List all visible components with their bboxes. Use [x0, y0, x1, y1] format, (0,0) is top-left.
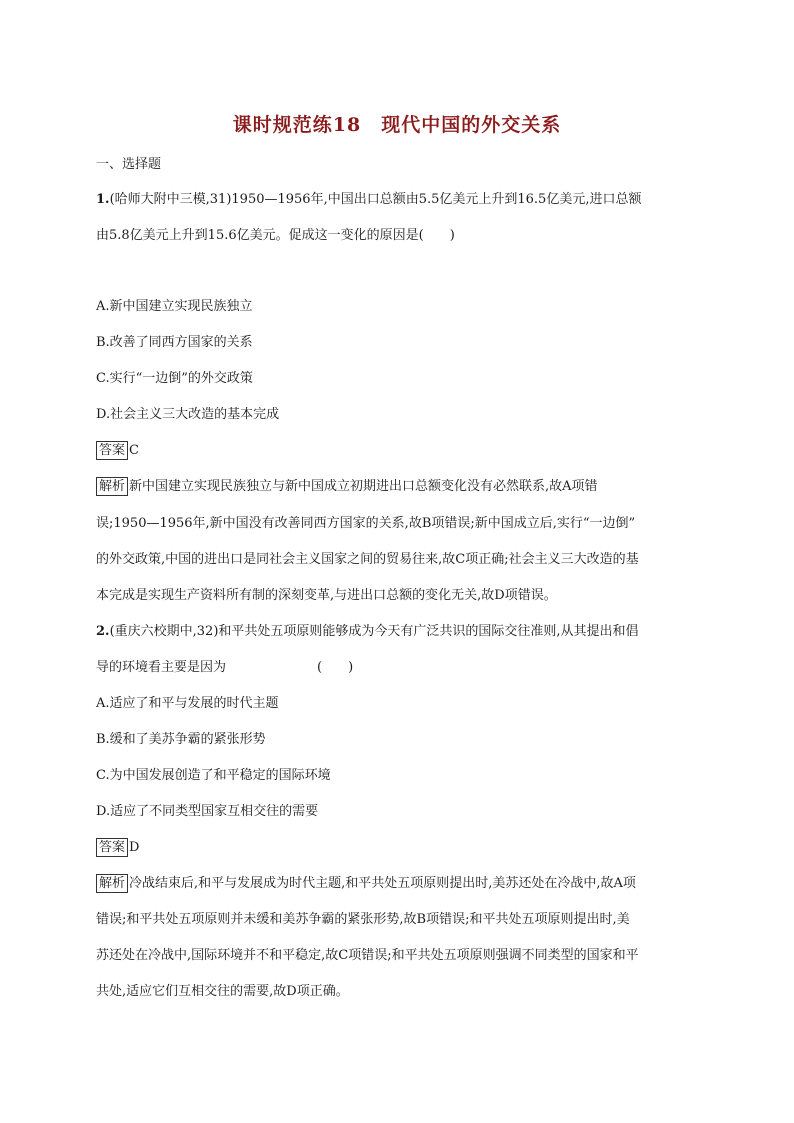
question-1-stem-line-1: 1.(哈师大附中三模,31)1950—1956年,中国出口总额由5.5亿美元上升到16.5亿美元,进口总额	[96, 192, 642, 207]
question-2-stem-line-1: 2.(重庆六校期中,32)和平共处五项原则能够成为今天有广泛共识的国际交往准则,从其提出和倡	[96, 624, 639, 639]
question-1-option-a: A.新中国建立实现民族独立	[96, 299, 253, 314]
question-2-option-b: B.缓和了美苏争霸的紧张形势	[96, 732, 266, 747]
question-1-answer	[96, 441, 696, 461]
question-2-option-a: A.适应了和平与发展的时代主题	[96, 696, 279, 711]
question-1-option-d: D.社会主义三大改造的基本完成	[96, 407, 280, 422]
question-2-analysis-line-4: 共处,适应它们互相交往的需要,故D项正确。	[96, 984, 349, 999]
question-2-answer	[96, 838, 696, 858]
question-1-analysis-line-3: 的外交政策,中国的进出口是同社会主义国家之间的贸易往来,故C项正确;社会主义三大改造的基	[96, 552, 639, 567]
question-1-option-b: B.改善了同西方国家的关系	[96, 335, 253, 350]
question-1-analysis-line-1: 解析 新中国建立实现民族独立与新中国成立初期进出口总额变化没有必然联系,故A项错	[96, 477, 696, 497]
question-1-option-c: C.实行“一边倒”的外交政策	[96, 371, 253, 386]
question-2-stem-line-2: 导的环境看主要是因为 ( )	[96, 660, 354, 675]
question-2-option-d: D.适应了不同类型国家互相交往的需要	[96, 804, 319, 819]
section-heading: 一、选择题	[96, 157, 162, 172]
question-2-analysis-line-1: 解析 冷战结束后,和平与发展成为时代主题,和平共处五项原则提出时,美苏还处在冷战中,故A项	[96, 874, 696, 894]
question-1-analysis-line-4: 本完成是实现生产资料所有制的深刻变革,与进出口总额的变化无关,故D项错误。	[96, 588, 557, 603]
question-2-analysis-line-3: 苏还处在冷战中,国际环境并不和平稳定,故C项错误;和平共处五项原则强调不同类型的国家和平	[96, 948, 639, 963]
question-2-analysis-line-2: 错误;和平共处五项原则并未缓和美苏争霸的紧张形势,故B项错误;和平共处五项原则提出时,美	[96, 912, 630, 927]
answer-tag: 答案	[96, 441, 128, 460]
analysis-tag: 解析	[96, 874, 128, 893]
question-2-answer-value: D	[129, 840, 140, 855]
question-2-number: 2.	[96, 624, 110, 639]
question-2-option-c: C.为中国发展创造了和平稳定的国际环境	[96, 768, 331, 783]
question-1-answer-value: C	[129, 443, 139, 458]
page-title: 课时规范练18 现代中国的外交关系	[232, 114, 562, 136]
question-1-stem-line-2: 由5.8亿美元上升到15.6亿美元。促成这一变化的原因是( )	[96, 228, 455, 243]
analysis-tag: 解析	[96, 477, 128, 496]
answer-tag: 答案	[96, 838, 128, 857]
question-1-number: 1.	[96, 192, 110, 207]
question-1-analysis-line-2: 误;1950—1956年,新中国没有改善同西方国家的关系,故B项错误;新中国成立后,实行“一边倒”	[96, 516, 636, 531]
